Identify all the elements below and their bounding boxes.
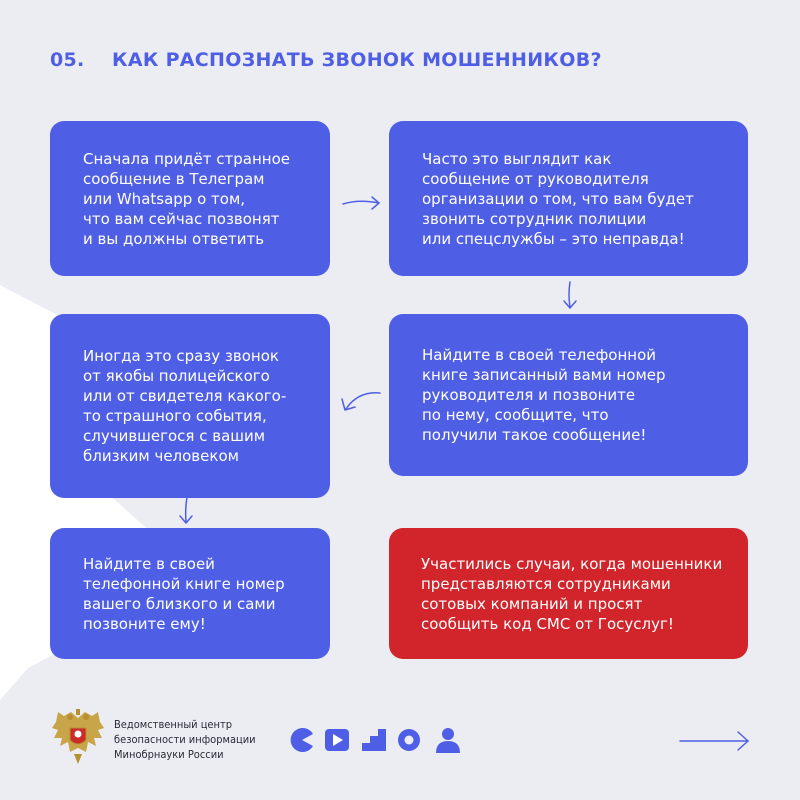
arrow-right-icon[interactable] xyxy=(678,730,752,752)
stairs-icon xyxy=(362,729,386,751)
pacman-icon xyxy=(291,728,313,752)
info-card-5-text: Найдите в своей телефонной книге номер вашего близкого и сами позвоните ему! xyxy=(83,554,285,633)
info-card-4-text: Найдите в своей телефонной книге записанный вами номер руководителя и позвоните по нему, сообщите, что получили такое сообщение! xyxy=(422,346,666,444)
arrow-right-icon xyxy=(341,194,383,212)
play-square-icon xyxy=(325,729,349,751)
info-card-3 xyxy=(50,314,330,498)
info-card-4 xyxy=(389,314,748,476)
circle-icon xyxy=(398,729,420,751)
title-text: КАК РАСПОЗНАТЬ ЗВОНОК МОШЕННИКОВ? xyxy=(112,49,602,71)
info-card-1-text: Сначала придёт странное сообщение в Телеграм или Whatsapp о том, что вам сейчас позвонят и вы должны ответить xyxy=(83,149,290,248)
brand-logo-row xyxy=(288,726,464,754)
person-icon xyxy=(436,728,460,753)
curved-arrow-left-icon xyxy=(336,388,384,418)
info-card-1 xyxy=(50,121,330,276)
info-card-5 xyxy=(50,528,330,659)
warning-card xyxy=(389,528,748,659)
organization-name: Ведомственный центр безопасности информации Минобрнауки России xyxy=(114,718,256,761)
page-title xyxy=(50,49,602,71)
warning-card-text: Участились случаи, когда мошенники представляются сотрудниками сотовых компаний и просят сообщить код СМС от Госуслуг! xyxy=(421,554,723,633)
double-headed-eagle-emblem-icon xyxy=(50,708,106,768)
step-number: 05. xyxy=(50,49,85,71)
info-card-2-text: Часто это выглядит как сообщение от руководителя организации о том, что вам будет звонить сотрудник полиции или спецслужбы – это неправда! xyxy=(422,149,694,248)
arrow-down-icon xyxy=(561,280,579,312)
info-card-3-text: Иногда это сразу звонок от якобы полицейского или от свидетеля какого- то страшного события, случившегося с вашим близким человеком xyxy=(83,347,287,465)
arrow-down-icon xyxy=(177,495,195,527)
info-card-2 xyxy=(389,121,748,276)
